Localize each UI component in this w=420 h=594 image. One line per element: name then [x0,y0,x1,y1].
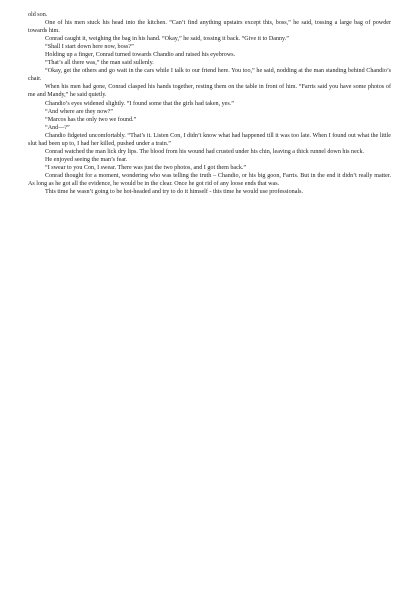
paragraph: This time he wasn’t going to be hot-headed and try to do it himself - this time he would use professionals. [45,189,303,196]
paragraph: old son. [28,12,48,18]
paragraph: One of his men stuck his head into the kitchen. “Can’t find anything upstairs except this, boss,” he said, tossing a large bag of powder towards him. [28,20,391,35]
paragraph: “Shall I start down here now, boss?” [45,44,134,51]
paragraph: “I swear to you Con, I swear. There was just the two photos, and I got them back.” [45,164,247,171]
paragraph: He enjoyed seeing the man’s fear. [45,156,128,163]
paragraph: “Marcos has the only two we found.” [45,116,137,123]
paragraph: When his men had gone, Conrad clasped his hands together, resting them on the table in front of him. “Farris said you have some photos of me and Mandy,” he said quietly. [28,84,391,99]
paragraph: “And—?” [45,124,70,131]
paragraph: Conrad caught it, weighing the bag in his hand. “Okay,” he said, tossing it back. “Give it to Danny.” [45,36,289,43]
paragraph: Conrad thought for a moment, wondering who was telling the truth – Chandio, or his big goon, Farris. But in the end it didn’t really matter. As long as he got all the evidence, he would be in the clear. Once he got rid of any loose ends that was. [28,172,391,187]
paragraph: “And where are they now?” [45,108,114,115]
paragraph: “That’s all there was,” the man said sullenly. [45,60,154,67]
paragraph: Chandio fidgeted uncomfortably. “That’s it. Listen Con, I didn’t know what had happened till it was too late. When I found out what the little slut had been up to, I had her killed, pushed under a train.” [28,132,391,147]
paragraph: “Okay, get the others and go wait in the cars while I talk to our friend here. You too,” he said, nodding at the man standing behind Chandio’s chair. [28,68,391,83]
paragraph: Chandio’s eyes widened slightly. “I found some that the girls had taken, yes.” [45,100,234,107]
paragraph: Holding up a finger, Conrad turned towards Chandio and raised his eyebrows. [45,52,236,59]
document-page [28,11,391,196]
paragraph: Conrad watched the man lick dry lips. The blood from his wound had crusted under his chin, leaving a thick runnel down his neck. [45,148,365,155]
